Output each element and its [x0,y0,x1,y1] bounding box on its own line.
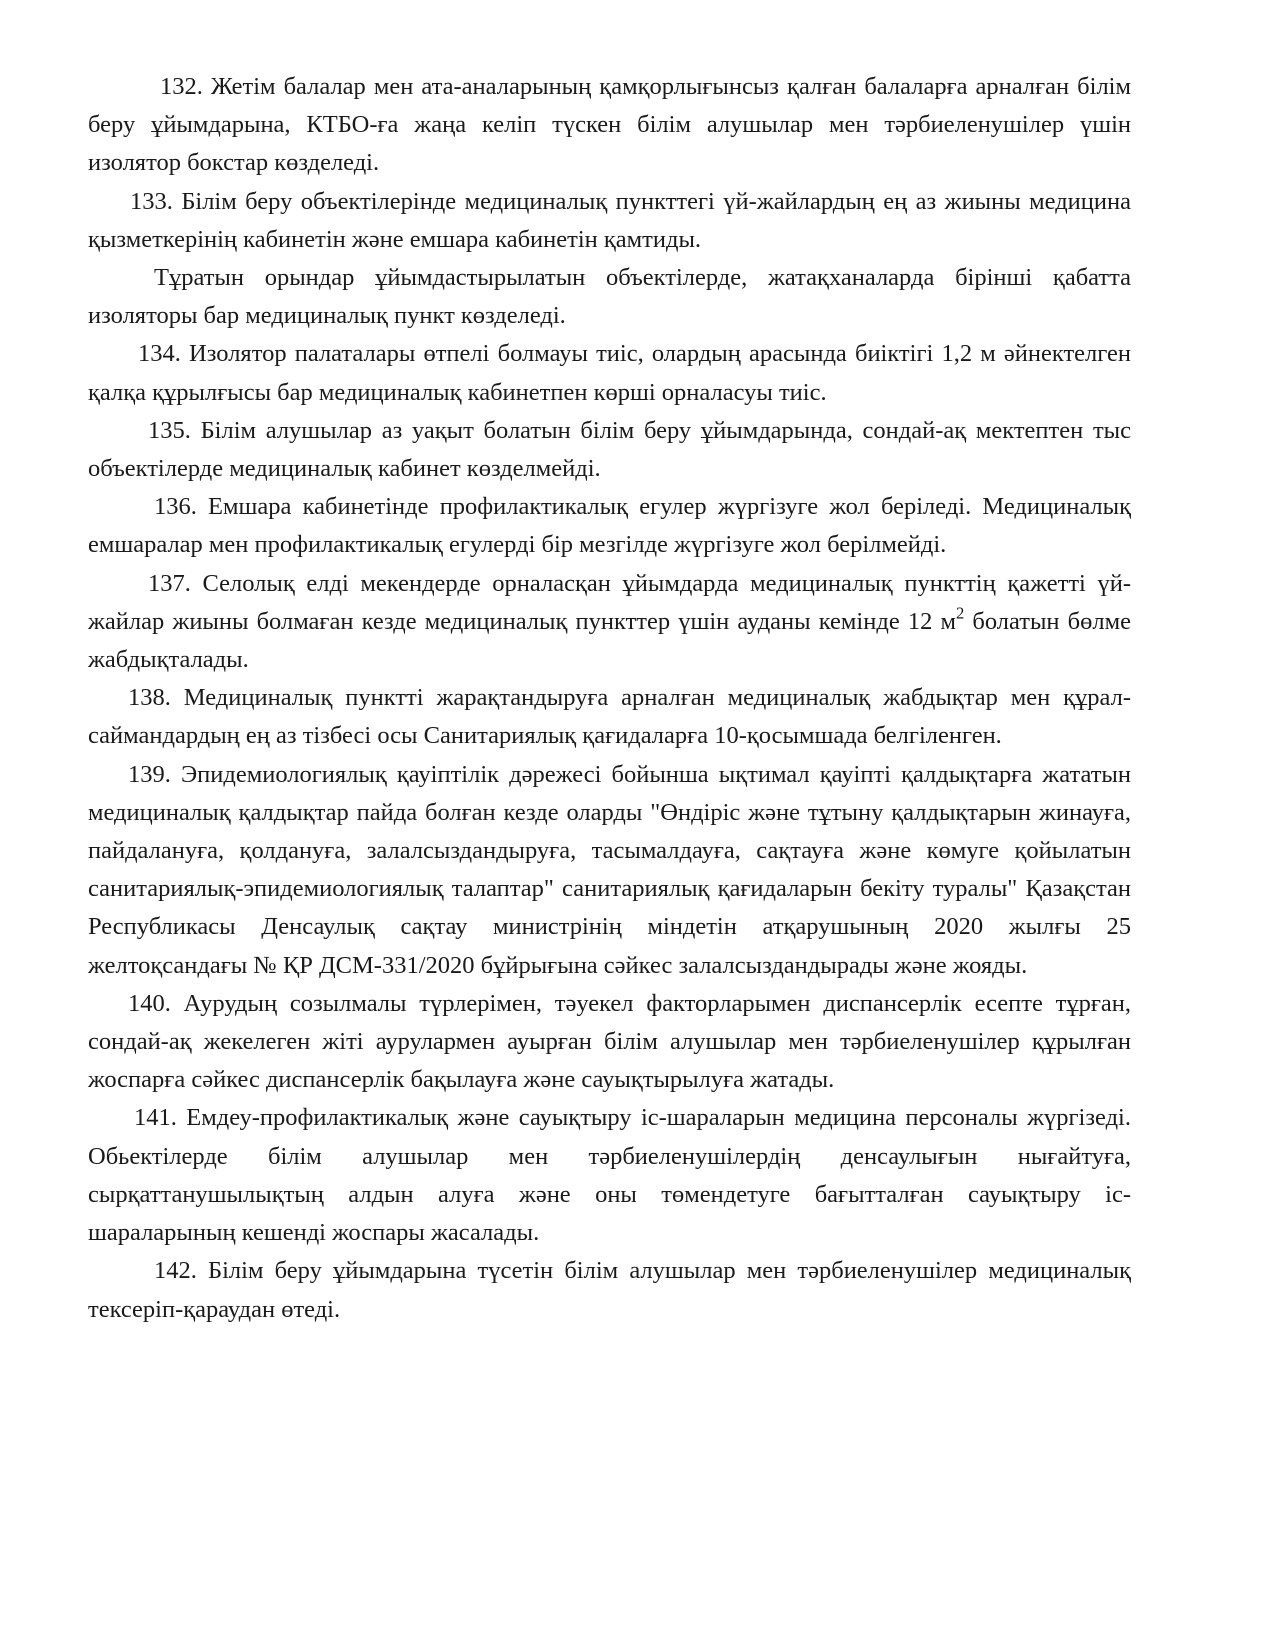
paragraph-139: 139. Эпидемиологиялық қауіптілік дәрежесі бойынша ықтимал қауіпті қалдықтарға жататын медициналық қалдықтар пайда болған кезде оларды "Өндіріс және тұтыну қалдықтарын жинауға, пайдалануға, қолдануға, залалсыздандыруға, тасымалдауға, сақтауға және көмуге қойылатын санитариялық-эпидемиологиялық талаптар" санитариялық қағидаларын бекіту туралы" Қазақстан Республикасы Денсаулық сақтау министрінің міндетін атқарушының 2020 жылғы 25 желтоқсандағы № ҚР ДСМ-331/2020 бұйрығына сәйкес залалсыздандырады және жояды. [88,760,1131,979]
paragraph-137-tail: болатын бөлме жабдықталады. [88,607,1131,674]
paragraph-133: 133. Білім беру объектілерінде медициналық пункттегі үй-жайлардың ең аз жиыны медицина қызметкерінің кабинетін және емшара кабинетін қамтиды. [88,187,1131,253]
superscript-2: 2 [955,603,965,623]
paragraph-133-continued: Тұратын орындар ұйымдастырылатын объектілерде, жатақханаларда бірінші қабатта изоляторы бар медициналық пункт көзделеді. [88,264,1131,330]
paragraph-136: 136. Емшара кабинетінде профилактикалық егулер жүргізуге жол беріледі. Медициналық емшаралар мен профилактикалық егулерді бір мезгілде жүргізуге жол берілмейді. [88,493,1131,559]
paragraph-141: 141. Емдеу-профилактикалық және сауықтыру іс-шараларын медицина персоналы жүргізеді. Обьектілерде білім алушылар мен тәрбиеленушілердің денсаулығын нығайтуға, сырқаттанушылықтың алдын алуға және оны төмендетуге бағытталған сауықтыру іс-шараларының кешенді жоспары жасалады. [88,1104,1131,1247]
paragraph-137-text: 137. Селолық елді мекендерде орналасқан ұйымдарда медициналық пункттің қажетті үй-жайлар жиыны болмаған кезде медициналық пункттер үшін ауданы кемінде 12 м [88,569,1131,635]
paragraph-135: 135. Білім алушылар аз уақыт болатын білім беру ұйымдарында, сондай-ақ мектептен тыс объектілерде медициналық кабинет көзделмейді. [88,416,1131,483]
paragraph-137 [88,565,1131,680]
paragraph-134: 134. Изолятор палаталары өтпелі болмауы тиіс, олардың арасында биіктігі 1,2 м әйнектелген қалқа құрылғысы бар медициналық кабинетпен көрші орналасуы тиіс. [88,340,1131,406]
paragraph-132: 132. Жетім балалар мен ата-аналарының қамқорлығынсыз қалған балаларға арналған білім беру ұйымдарына, КТБО-ға жаңа келіп түскен білім алушылар мен тәрбиеленушілер үшін изолятор бокстар көзделеді. [88,73,1131,177]
paragraph-142: 142. Білім беру ұйымдарына түсетін білім алушылар мен тәрбиеленушілер медициналық тексеріп-қараудан өтеді. [88,1257,1131,1323]
paragraph-140: 140. Аурудың созылмалы түрлерімен, тәуекел факторларымен диспансерлік есепте тұрған, сондай-ақ жекелеген жіті аурулармен ауырған білім алушылар мен тәрбиеленушілер құрылған жоспарға сәйкес диспансерлік бақылауға және сауықтырылуға жатады. [88,989,1131,1094]
document-page [88,68,1131,1329]
paragraph-138: 138. Медициналық пунктті жарақтандыруға арналған медициналық жабдықтар мен құрал-саймандардың ең аз тізбесі осы Санитариялық қағидаларға 10-қосымшада белгіленген. [88,684,1131,750]
